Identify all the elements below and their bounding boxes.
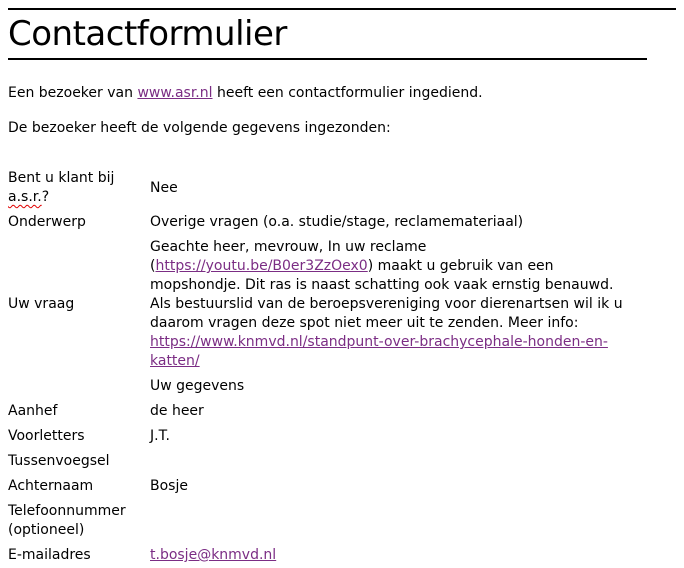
form-row [8, 499, 630, 543]
misspelled-word: a.s.r. [8, 189, 42, 205]
field-value [150, 424, 630, 449]
page-title: Contactformulier [8, 14, 287, 54]
field-value [150, 543, 630, 568]
form-table-body [8, 166, 630, 568]
text-run: de heer [150, 403, 204, 419]
text-run: Nee [150, 179, 178, 196]
text-run: E-mailadres [8, 547, 91, 563]
text-run: Uw vraag [8, 296, 75, 312]
text-run: Aanhef [8, 403, 58, 419]
form-row [8, 374, 630, 399]
intro-line [8, 84, 676, 103]
text-run: Bent u klant bij [8, 170, 115, 186]
text-run: Uw gegevens [150, 378, 245, 394]
form-row [8, 449, 630, 474]
form-table [8, 166, 630, 568]
youtube-link[interactable]: https://youtu.be/B0er3ZzOex0 [155, 258, 368, 274]
text-run: Tussenvoegsel [8, 453, 110, 469]
email-link[interactable]: t.bosje@knmvd.nl [150, 547, 277, 563]
text-run: Geachte heer, mevrouw, In uw reclame ( [150, 239, 427, 274]
form-row [8, 235, 630, 374]
field-label [8, 210, 150, 235]
field-value [150, 235, 630, 374]
form-row [8, 399, 630, 424]
text-run: Overige vragen (o.a. studie/stage, reclamemateriaal) [150, 214, 524, 230]
field-label [8, 543, 150, 568]
field-value [150, 166, 630, 210]
form-row [8, 166, 630, 210]
field-label [8, 449, 150, 474]
intro-text-before: Een bezoeker van [8, 85, 138, 101]
field-label [8, 399, 150, 424]
form-row [8, 424, 630, 449]
field-value [150, 499, 630, 543]
field-value [150, 449, 630, 474]
title-divider [8, 58, 647, 60]
field-label [8, 499, 150, 543]
field-label [8, 424, 150, 449]
field-value [150, 474, 630, 499]
text-run: Bosje [150, 478, 188, 494]
knmvd-link[interactable]: https://www.knmvd.nl/standpunt-over-brachycephale-honden-en-katten/ [150, 334, 608, 369]
field-value [150, 374, 630, 399]
text-run: J.T. [150, 428, 170, 444]
top-divider [8, 8, 676, 10]
text-run: Onderwerp [8, 214, 86, 230]
form-row [8, 474, 630, 499]
submission-intro-line: De bezoeker heeft de volgende gegevens ingezonden: [8, 120, 391, 136]
field-value [150, 210, 630, 235]
text-run: ? [41, 189, 50, 205]
asr-link[interactable]: www.asr.nl [137, 85, 213, 101]
field-label [8, 235, 150, 374]
field-label [8, 474, 150, 499]
text-run: ) maakt u gebruik van een mopshondje. Dit ras is naast schatting ook vaak ernstig benauwd. Als bestuurslid van de beroepsvereniging voor dierenartsen wil ik u daarom vragen deze spot niet meer uit te zenden. Meer info: [150, 258, 623, 331]
text-run: Voorletters [8, 428, 85, 444]
field-value [150, 399, 630, 424]
form-row [8, 210, 630, 235]
form-row [8, 543, 630, 568]
text-run: Telefoonnummer (optioneel) [8, 503, 126, 538]
text-run: Achternaam [8, 478, 94, 494]
field-label [8, 374, 150, 399]
field-label [8, 166, 150, 210]
intro-text-after: heeft een contactformulier ingediend. [212, 85, 483, 101]
